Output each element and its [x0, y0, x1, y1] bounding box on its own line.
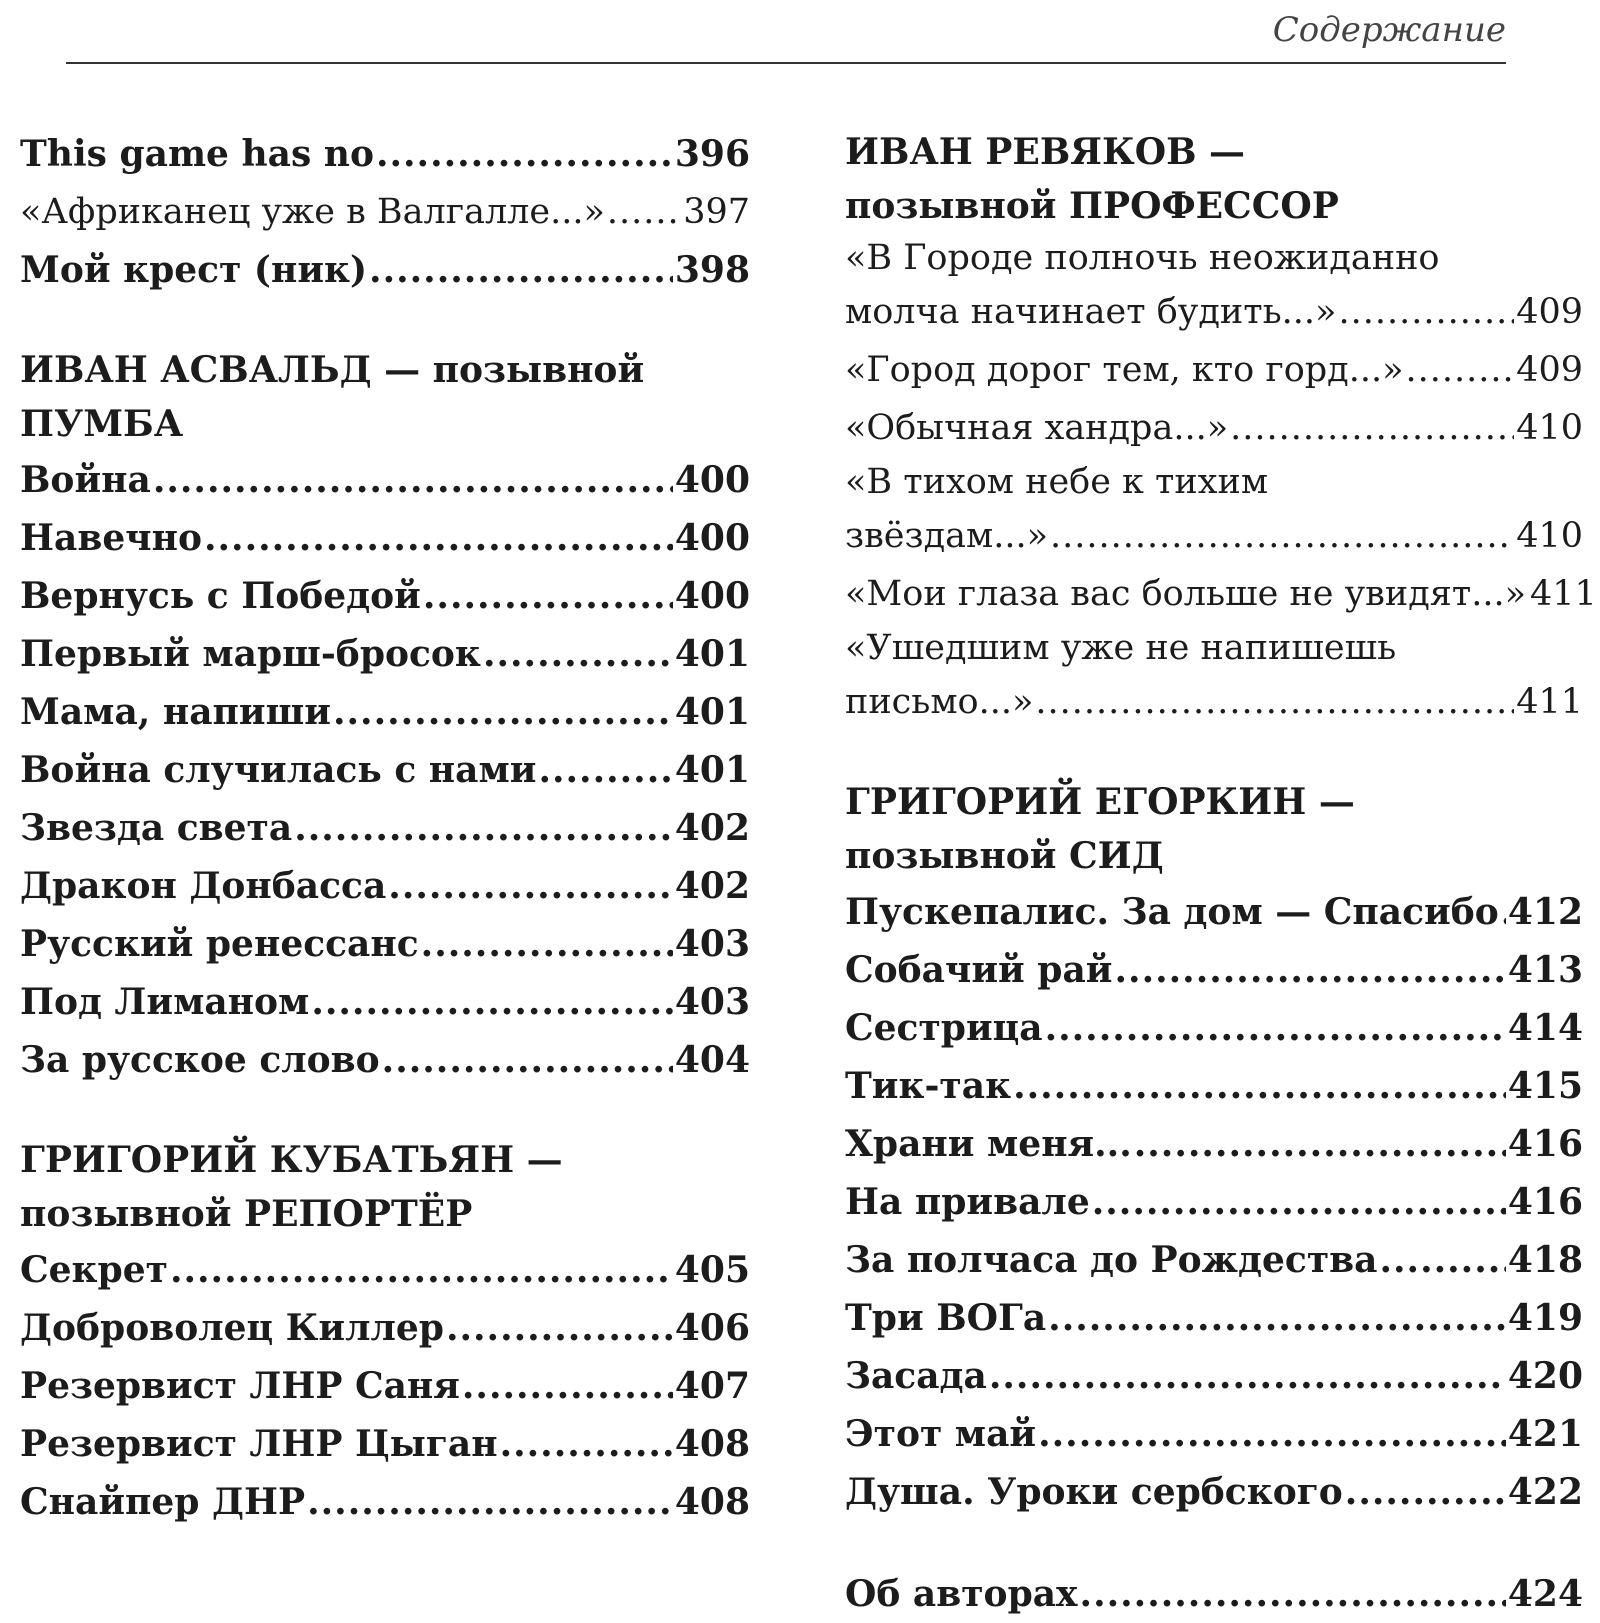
entry-title: Об авторах — [845, 1573, 1078, 1615]
leader-dots — [153, 451, 673, 509]
leader-dots — [1230, 399, 1514, 457]
entry-page: 401 — [674, 749, 750, 791]
leader-dots — [1080, 1565, 1506, 1623]
leader-dots — [311, 973, 673, 1031]
entry-title: Сестрица — [845, 1007, 1043, 1049]
entry-page: 403 — [674, 981, 750, 1023]
section-heading: ГРИГОРИЙ ЕГОРКИН — — [845, 781, 1355, 823]
leader-dots — [1035, 673, 1514, 731]
toc-entry[interactable] — [845, 399, 1583, 457]
entry-page: 398 — [674, 249, 750, 291]
entry-page: 404 — [674, 1039, 750, 1081]
toc-entry[interactable] — [20, 241, 750, 299]
entry-title: Храни меня... — [845, 1123, 1132, 1165]
entry-page: 413 — [1507, 949, 1583, 991]
leader-dots — [1345, 1463, 1506, 1521]
leader-dots — [538, 741, 672, 799]
entry-title: За русское слово — [20, 1039, 380, 1081]
toc-entry[interactable] — [20, 915, 750, 973]
leader-dots — [483, 625, 673, 683]
entry-page: 401 — [674, 691, 750, 733]
entry-page: 424 — [1507, 1573, 1583, 1615]
entry-page: 402 — [674, 865, 750, 907]
toc-entry[interactable] — [20, 1241, 750, 1299]
entry-title: Собачий рай — [845, 949, 1113, 991]
leader-dots — [1038, 1405, 1506, 1463]
entry-page: 400 — [674, 517, 750, 559]
toc-entry[interactable] — [20, 509, 750, 567]
leader-dots — [1048, 1289, 1506, 1347]
leader-dots — [1045, 999, 1506, 1057]
toc-entry-authors[interactable] — [845, 1565, 1583, 1623]
entry-page: 401 — [674, 633, 750, 675]
entry-title: Снайпер ДНР — [20, 1481, 306, 1523]
toc-entry[interactable] — [20, 973, 750, 1031]
entry-title: «Обычная хандра...» — [845, 408, 1229, 448]
leader-dots — [1338, 283, 1514, 341]
entry-page: 420 — [1507, 1355, 1583, 1397]
toc-entry[interactable] — [20, 857, 750, 915]
toc-list — [845, 883, 1583, 1521]
toc-entry[interactable] — [20, 451, 750, 509]
entry-title: Душа. Уроки сербского — [845, 1471, 1343, 1513]
section-heading: позывной СИД — [845, 835, 1164, 877]
section-heading: позывной ПРОФЕССОР — [845, 185, 1339, 227]
toc-entry[interactable] — [20, 1415, 750, 1473]
leader-dots — [382, 1031, 673, 1089]
entry-title: Война случилась с нами — [20, 749, 537, 791]
leader-dots — [204, 509, 673, 567]
entry-title: Русский ренессанс — [20, 923, 419, 965]
entry-title: молча начинает будить...» — [845, 292, 1337, 332]
entry-title: Засада — [845, 1355, 987, 1397]
toc-entry[interactable] — [845, 1057, 1583, 1115]
entry-title-line[interactable]: «Ушедшим уже не напишешь — [845, 628, 1397, 668]
leader-dots — [446, 1299, 673, 1357]
toc-entry[interactable] — [845, 283, 1583, 341]
entry-title: «Африканец уже в Валгалле...» — [20, 192, 605, 232]
leader-dots — [1501, 883, 1506, 941]
toc-entry[interactable] — [20, 741, 750, 799]
toc-entry[interactable] — [20, 567, 750, 625]
toc-entry[interactable] — [20, 1299, 750, 1357]
leader-dots — [500, 1415, 673, 1473]
entry-page: 400 — [674, 575, 750, 617]
entry-title: Доброволец Киллер — [20, 1307, 444, 1349]
header-rule — [66, 62, 1506, 64]
leader-dots — [607, 183, 681, 241]
entry-title: Три ВОГа — [845, 1297, 1047, 1339]
toc-entry[interactable] — [845, 673, 1583, 731]
entry-title: Дракон Донбасса — [20, 865, 387, 907]
entry-title: Пускепалис. За дом — Спасибо — [845, 891, 1499, 933]
entry-title: Мой крест (ник) — [20, 249, 368, 291]
entry-title: Резервист ЛНР Цыган — [20, 1423, 498, 1465]
entry-page: 416 — [1507, 1181, 1583, 1223]
section-heading: ИВАН АСВАЛЬД — позывной — [20, 349, 645, 391]
toc-entry[interactable] — [845, 1289, 1583, 1347]
entry-page: 414 — [1507, 1007, 1583, 1049]
toc-column-left — [20, 125, 750, 1531]
toc-entry[interactable] — [20, 125, 750, 183]
entry-page: 411 — [1529, 574, 1597, 614]
entry-title: «Мои глаза вас больше не увидят...» — [845, 574, 1526, 614]
entry-title: звёздам...» — [845, 516, 1049, 556]
toc-entry[interactable] — [845, 1463, 1583, 1521]
leader-dots — [333, 683, 673, 741]
leader-dots — [1013, 1057, 1506, 1115]
entry-title: Первый марш-бросок — [20, 633, 481, 675]
leader-dots — [1134, 1115, 1506, 1173]
entry-page: 396 — [674, 133, 750, 175]
entry-page: 412 — [1507, 891, 1583, 933]
toc-entry[interactable] — [845, 1347, 1583, 1405]
toc-list — [20, 125, 750, 299]
entry-title: Резервист ЛНР Саня — [20, 1365, 460, 1407]
leader-dots — [170, 1241, 673, 1299]
leader-dots — [376, 125, 673, 183]
entry-title: Мама, напиши — [20, 691, 331, 733]
entry-page: 418 — [1507, 1239, 1583, 1281]
toc-entry[interactable] — [20, 799, 750, 857]
entry-page: 410 — [1516, 516, 1583, 556]
leader-dots — [423, 567, 673, 625]
entry-page: 416 — [1507, 1123, 1583, 1165]
entry-title: «Город дорог тем, кто горд...» — [845, 350, 1404, 390]
leader-dots — [1050, 507, 1514, 565]
entry-page: 419 — [1507, 1297, 1583, 1339]
toc-entry[interactable] — [20, 1473, 750, 1531]
toc-entry[interactable] — [845, 883, 1583, 941]
entry-page: 422 — [1507, 1471, 1583, 1513]
entry-title-line[interactable]: «В Городе полночь неожиданно — [845, 238, 1440, 278]
toc-entry[interactable] — [845, 1173, 1583, 1231]
toc-entry[interactable] — [845, 1405, 1583, 1463]
section-heading: ПУМБА — [20, 403, 184, 445]
leader-dots — [369, 241, 673, 299]
entry-title: Секрет — [20, 1249, 168, 1291]
toc-column-right — [845, 125, 1597, 1623]
entry-page: 408 — [674, 1481, 750, 1523]
entry-title-line[interactable]: «В тихом небе к тихим — [845, 462, 1269, 502]
entry-title: Война — [20, 459, 151, 501]
entry-page: 397 — [683, 192, 750, 232]
toc-entry[interactable] — [845, 999, 1583, 1057]
leader-dots — [989, 1347, 1506, 1405]
toc-entry[interactable] — [20, 683, 750, 741]
toc-entry[interactable] — [845, 941, 1583, 999]
entry-title: Вернусь с Победой — [20, 575, 421, 617]
entry-page: 405 — [674, 1249, 750, 1291]
section-heading: позывной РЕПОРТЁР — [20, 1193, 473, 1235]
entry-page: 403 — [674, 923, 750, 965]
toc-entry[interactable] — [845, 507, 1583, 565]
entry-page: 415 — [1507, 1065, 1583, 1107]
entry-page: 407 — [674, 1365, 750, 1407]
entry-page: 408 — [674, 1423, 750, 1465]
leader-dots — [462, 1357, 673, 1415]
leader-dots — [1406, 341, 1515, 399]
entry-title: На привале — [845, 1181, 1090, 1223]
entry-title: Навечно — [20, 517, 202, 559]
entry-title: письмо...» — [845, 682, 1034, 722]
entry-page: 409 — [1516, 292, 1583, 332]
entry-page: 402 — [674, 807, 750, 849]
entry-title: Этот май — [845, 1413, 1037, 1455]
section-heading: ИВАН РЕВЯКОВ — — [845, 131, 1246, 173]
toc-entry[interactable] — [845, 1231, 1583, 1289]
section-heading: ГРИГОРИЙ КУБАТЬЯН — — [20, 1139, 563, 1181]
toc-entry[interactable] — [845, 1115, 1583, 1173]
leader-dots — [388, 857, 673, 915]
toc-list — [20, 451, 750, 1089]
entry-title: За полчаса до Рождества — [845, 1239, 1378, 1281]
toc-entry[interactable] — [20, 183, 750, 241]
entry-page: 421 — [1507, 1413, 1583, 1455]
entry-page: 409 — [1516, 350, 1583, 390]
toc-entry[interactable] — [20, 1031, 750, 1089]
leader-dots — [1379, 1231, 1505, 1289]
leader-dots — [294, 799, 673, 857]
toc-entry[interactable] — [20, 1357, 750, 1415]
toc-entry[interactable] — [20, 625, 750, 683]
toc-list — [20, 1241, 750, 1531]
entry-page: 406 — [674, 1307, 750, 1349]
toc-entry[interactable] — [845, 565, 1597, 623]
entry-title: Звезда света — [20, 807, 293, 849]
toc-entry[interactable] — [845, 341, 1583, 399]
running-head: Содержание — [1272, 10, 1506, 50]
entry-page: 411 — [1516, 682, 1583, 722]
leader-dots — [1092, 1173, 1506, 1231]
entry-page: 400 — [674, 459, 750, 501]
leader-dots — [307, 1473, 673, 1531]
entry-title: Тик-так — [845, 1065, 1012, 1107]
entry-page: 410 — [1516, 408, 1583, 448]
entry-title: This game has no — [20, 133, 374, 175]
entry-title: Под Лиманом — [20, 981, 310, 1023]
leader-dots — [421, 915, 673, 973]
leader-dots — [1115, 941, 1506, 999]
